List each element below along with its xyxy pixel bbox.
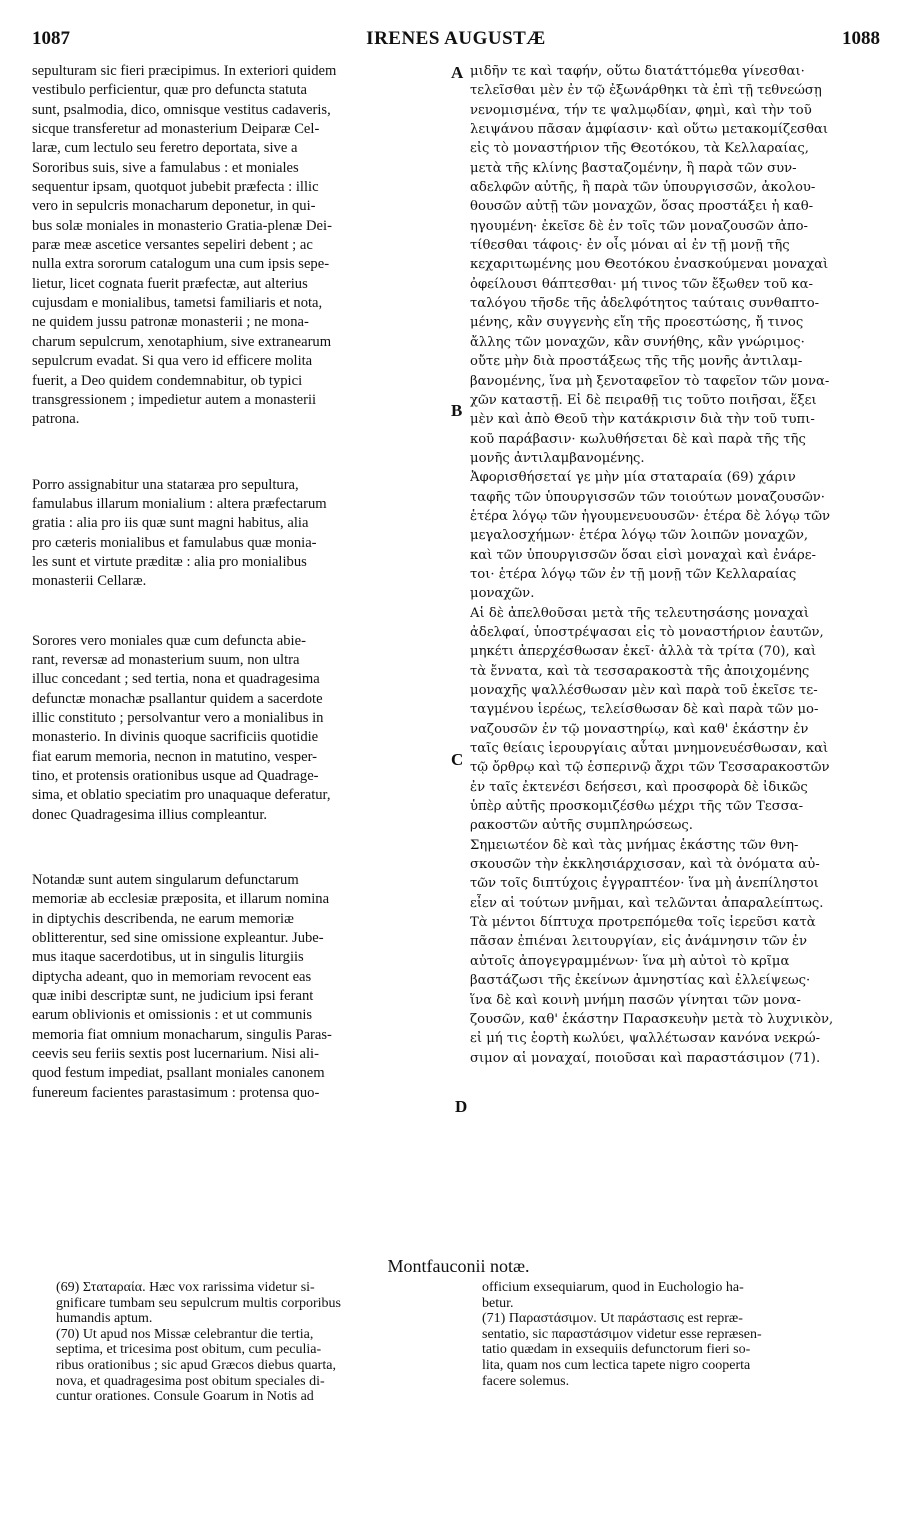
text-line: sunt, psalmodia, dico, omnisque vestitus cadaveris, [32, 101, 331, 118]
text-line: rant, reversæ ad monasterium suum, non ultra [32, 651, 300, 668]
text-line: transgressionem ; impedietur autem a monasterii [32, 391, 317, 408]
paragraph [470, 604, 886, 836]
paragraph [470, 468, 886, 603]
text-line: illic constituto ; persolvantur vero a monialibus in [32, 709, 324, 726]
text-line: ηγουμένη· ἐκεῖσε δὲ ἐν τοῖς τῶν μοναζουσῶν ἀπο- [470, 218, 808, 234]
text-line: funereum facientes parastasimum : protensa quo- [32, 1084, 320, 1101]
note-line: gnificare tumbam seu sepulcrum multis corporibus [56, 1295, 341, 1311]
text-line: ρακοστῶν αὐτῆς συμπληρώσεως. [470, 818, 693, 834]
text-line: ταῖς θείαις ἱερουργίαις αὗται μνημονευέσθωσαν, καὶ [470, 741, 829, 757]
text-line: nulla extra sororum catalogum una cum ipsis sepe- [32, 256, 330, 273]
text-line: ἄλλης τῶν μοναχῶν, κἂν συνήθης, κἂν γνώριμος· [470, 334, 805, 350]
text-line: ἑτέρα λόγῳ τῶν ἡγουμενευουσῶν· ἑτέρα δὲ λόγῳ τῶν [470, 508, 831, 524]
paragraph [32, 476, 456, 592]
text-line: patrona. [32, 411, 80, 428]
section-marker-c: C [451, 750, 464, 769]
text-line: mus itaque sacerdotibus, ut in singulis liturgiis [32, 949, 304, 966]
text-line: θουσῶν αὐτῇ τῶν μοναχῶν, ὅσας προστάξει ἡ καθ- [470, 199, 814, 215]
text-line: laræ, cum lectulo seu feretro deportata, sive a [32, 140, 298, 157]
text-line: αδελφῶν αὐτῆς, ἢ παρὰ τῶν ὑπουργισσῶν, ἀκολου- [470, 180, 816, 196]
text-line: μηκέτι ἀπερχέσθωσαν ἐκεῖ· ἀλλὰ τὰ τρίτα (70), καὶ [470, 644, 817, 660]
text-line: ἐν ταῖς ἐκτενέσι δεήσεσι, καὶ προσφορὰ δὲ ἰδικῶς [470, 779, 808, 795]
text-line: illuc concedant ; sed tertia, nona et quadragesima [32, 671, 320, 688]
text-line: sepulcrum evadat. Si qua vero id efficere molita [32, 353, 313, 370]
notes-right-column [482, 1280, 886, 1389]
text-line: earum oblivionis et omissionis : et ut communis [32, 1007, 313, 1024]
text-line: μετὰ τῆς κλίνης βασταζομένην, ἢ παρὰ τῶν συν- [470, 160, 797, 176]
note-line: septima, et tricesima post obitum, cum peculia- [56, 1342, 322, 1358]
text-line: ἀδελφαί, ὑποστρέψασαι εἰς τὸ μοναστήριον ἑαυτῶν, [470, 624, 824, 640]
text-line: ναζουσῶν ἐν τῷ μοναστηρίῳ, καὶ καθ' ἑκάστην ἐν [470, 721, 809, 737]
note-line: sentatio, sic παραστάσιμον videtur esse repræsen- [482, 1326, 762, 1342]
text-line: αὐτοῖς ἀπογεγραμμένων· ἵνα μὴ αὐτοὶ τὸ κρῖμα [470, 953, 790, 969]
notes-left-column [56, 1280, 456, 1405]
page-number-right: 1088 [842, 28, 880, 49]
text-line: ἵνα δὲ καὶ κοινὴ μνήμη πασῶν γίνηται τῶν μονα- [470, 992, 801, 1008]
paragraph-gap [32, 430, 456, 476]
text-line: famulabus illarum monialium : altera præfectarum [32, 495, 327, 512]
text-line: sicque transferetur ad monasterium Deiparæ Cel- [32, 121, 320, 138]
notes-title: Montfauconii notæ. [387, 1256, 530, 1276]
text-line: λειψάνου πᾶσαν ἀμφίασιν· καὶ οὕτω μετακομίζεσθαι [470, 122, 829, 138]
text-line: monasterii Cellaræ. [32, 573, 147, 590]
text-line: defunctæ monachæ psallantur quidem a sacerdote [32, 690, 323, 707]
text-line: μοναχῶν. [470, 586, 535, 602]
text-line: τὰ ἔννατα, καὶ τὰ τεσσαρακοστὰ τῆς ἀποιχομένης [470, 663, 810, 679]
text-line: paræ meæ ascetice versantes sepeliri debent ; ac [32, 237, 313, 254]
section-marker-b: B [451, 401, 463, 420]
text-line: fiat earum memoria, necnon in matutino, vesper- [32, 748, 317, 765]
text-line: vero in sepulcris monacharum deponetur, in qui- [32, 198, 316, 215]
text-line: ὑπὲρ αὐτῆς προσκομιζέσθω μέχρι τῆς τῶν Τεσσα- [470, 799, 804, 815]
text-line: sequentur ipsam, quotquot jubebit præfecta : illic [32, 179, 319, 196]
paragraph-gap [32, 592, 456, 632]
text-line: βανομένης, ἵνα μὴ ξενοταφεῖον τὸ ταφεῖον τῶν μονα- [470, 373, 830, 389]
note-line: tatio quædam in exsequiis defunctorum fieri so- [482, 1342, 751, 1358]
page-number-left: 1087 [32, 28, 70, 49]
text-line: quod festum impediat, psallant moniales canonem [32, 1065, 325, 1082]
text-line: ταγμένου ἱερέως, τελείσθωσαν δὲ καὶ παρὰ τῶν μο- [470, 702, 819, 718]
text-line: μεγαλοσχήμων· ἑτέρα λόγῳ τῶν λοιπῶν μοναχῶν, [470, 528, 809, 544]
text-line: les sunt et virtute præditæ : alia pro monialibus [32, 553, 307, 570]
text-line: καὶ τῶν ὑπουργισσῶν ὅσαι εἰσὶ μοναχαὶ καὶ ἐνάρε- [470, 547, 816, 563]
text-line: μονῆς ἀντιλαμβανομένης. [470, 450, 645, 466]
text-line: Sororibus suis, sive a famulabus : et moniales [32, 159, 299, 176]
text-line: vestibulo perficientur, quæ pro defuncta statuta [32, 82, 307, 99]
text-line: εἰς τὸ μοναστήριον τῆς Θεοτόκου, τὰ Κελλαραίας, [470, 141, 809, 157]
note-line: ribus orationibus ; sic apud Græcos diebus quarta, [56, 1357, 336, 1373]
section-marker-a: A [451, 63, 464, 82]
latin-column [32, 62, 456, 1103]
text-line: memoriæ ab ecclesiæ præposita, et illarum nomina [32, 891, 330, 908]
text-line: fuerit, a Deo quidem condemnabitur, ob typici [32, 372, 303, 389]
text-line: gratia : alia pro iis quæ sunt magni habitus, alia [32, 515, 309, 532]
paragraph [32, 871, 456, 1103]
section-marker-d: D [455, 1097, 468, 1116]
text-line: sima, et oblatio speciatim pro unaquaque deferatur, [32, 787, 331, 804]
text-line: Αἱ δὲ ἀπελθοῦσαι μετὰ τῆς τελευτησάσης μοναχαὶ [470, 605, 810, 621]
text-line: ζουσῶν, καθ' ἑκάστην Παρασκευὴν μετὰ τὸ λυχνικὸν, [470, 1011, 834, 1027]
text-line: pro cæteris monialibus et famulabus quæ monia- [32, 534, 317, 551]
text-line: ne quidem jussu patronæ monasterii ; ne mona- [32, 314, 309, 331]
text-line: in diptychis describenda, ne earum memoriæ [32, 910, 294, 927]
text-line: μιδῆν τε καὶ ταφήν, οὕτω διατάττόμεθα γίνεσθαι· [470, 64, 805, 79]
text-line: τίθεσθαι τάφοις· ἐν οἷς μόναι αἱ ἐν τῇ μονῇ τῆς [470, 238, 790, 254]
text-line: οὔτε μὴν διὰ προστάξεως τῆς τῆς μονῆς ἀντιλαμ- [470, 354, 803, 370]
text-line: σκουσῶν τὴν ἐκκλησιάρχισσαν, καὶ τὰ ὀνόματα αὐ- [470, 857, 820, 873]
text-line: quæ inibi descriptæ sunt, ne judicium ipsi ferant [32, 988, 314, 1005]
text-line: σιμον αἱ μοναχαί, ποιοῦσαι καὶ παραστάσιμον (71). [470, 1050, 821, 1066]
text-line: tino, et protensis orationibus usque ad Quadrage- [32, 768, 319, 784]
text-line: Sorores vero moniales quæ cum defuncta abie- [32, 632, 306, 649]
page-header [32, 28, 880, 58]
text-line: τῶν τοῖς διπτύχοις ἐγγραπτέον· ἵνα μὴ ἀνεπίληστοι [470, 876, 819, 892]
text-line: charum sepulcrum, xenotaphium, sive extranearum [32, 333, 332, 350]
text-line: monasterio. In divinis quoque sacrificiis quotidie [32, 729, 319, 746]
note-line: nova, et quadragesima post obitum speciales di- [56, 1373, 325, 1389]
text-line: νενομισμένα, τήν τε ψαλμῳδίαν, φημὶ, καὶ τὴν τοῦ [470, 102, 812, 118]
note-line: (71) Παραστάσιμον. Ut παράστασις est repræ- [482, 1311, 743, 1327]
text-line: memoria fiat omnium monacharum, singulis Paras- [32, 1026, 332, 1043]
text-line: τοι· ἑτέρα λόγῳ τῶν ἐν τῇ μονῇ τῶν Κελλαραίας [470, 566, 797, 582]
text-line: bus solæ moniales in monasterio Gratia-plenæ Dei- [32, 217, 332, 234]
text-line: πᾶσαν ἐπιέναι λειτουργίαν, εἰς ἀνάμνησιν τῶν ἐν [470, 934, 808, 950]
text-line: ταλόγου τῆσδε τῆς ἀδελφότητος ταύταις συνθαπτο- [470, 296, 820, 312]
text-line: Τὰ μέντοι δίπτυχα προτρεπόμεθα τοῖς ἱερεῦσι κατὰ [470, 915, 816, 931]
note-line: officium exsequiarum, quod in Euchologio ha- [482, 1280, 744, 1295]
text-line: ταφῆς τῶν ὑπουργισσῶν τῶν τοιούτων μοναζουσῶν· [470, 489, 825, 505]
note-line: (70) Ut apud nos Missæ celebrantur die tertia, [56, 1326, 314, 1342]
text-line: κεχαριτωμένης μου Θεοτόκου ἐνασκούμεναι μοναχαὶ [470, 257, 829, 273]
note-line: cuntur orationes. Consule Goarum in Notis ad [56, 1389, 314, 1405]
note-line: humandis aptum. [56, 1311, 153, 1327]
paragraph [470, 836, 886, 1068]
text-line: εἰ μή τις ἑορτὴ κωλύει, ψαλλέτωσαν κανόνα νεκρώ- [470, 1031, 821, 1047]
text-line: oblitterentur, sed sine omissione expleantur. Jube- [32, 930, 324, 947]
text-line: χῶν καταστῇ. Εἰ δὲ πειραθῇ τις τοῦτο ποιῆσαι, ἕξει [470, 392, 817, 408]
text-line: τῷ ὄρθρῳ καὶ τῷ ἑσπερινῷ ἄχρι τῶν Τεσσαρακοστῶν [470, 760, 830, 776]
text-line: Σημειωτέον δὲ καὶ τὰς μνήμας ἑκάστης τῶν θνη- [470, 837, 799, 853]
text-line: Ἀφορισθήσεταί γε μὴν μία σταταραία (69) χάριν [470, 470, 796, 486]
text-line: βαστάζωσι τῆς ἐκείνων ἀμνηστίας καὶ ἐλλείψεως· [470, 973, 811, 989]
text-line: Notandæ sunt autem singularum defunctarum [32, 872, 299, 889]
text-line: diptycha adeant, quo in memoriam revocent eas [32, 968, 312, 985]
text-line: κοῦ παράβασιν· κωλυθήσεται δὲ καὶ παρὰ τῆς τῆς [470, 431, 806, 447]
note-line: lita, quam nos cum lectica tapete nigro cooperta [482, 1357, 751, 1373]
text-line: ὀφείλουσι θάπτεσθαι· μή τινος τῶν ἔξωθεν τοῦ κα- [470, 276, 813, 292]
paragraph [470, 62, 886, 468]
text-line: μὲν καὶ ἀπὸ Θεοῦ τὴν κατάκρισιν διὰ τὴν τοῦ τυπι- [470, 412, 815, 428]
text-line: ceevis seu feriis sextis post lucernarium. Nisi ali- [32, 1046, 319, 1063]
paragraph [32, 632, 456, 825]
running-title: IRENES AUGUSTÆ [366, 28, 546, 49]
text-line: Porro assignabitur una stataræa pro sepultura, [32, 476, 299, 493]
paragraph [32, 62, 456, 430]
paragraph-gap [32, 825, 456, 871]
greek-column [470, 62, 886, 1068]
text-line: μένης, κἂν συγγενὴς εἴη τῆς προεστώσης, ἤ τινος [470, 315, 804, 331]
text-line: τελεῖσθαι μὲν ἐν τῷ ἐξωνάρθηκι τὰ ἐπὶ τῇ τεθνεώσῃ [470, 83, 822, 99]
text-line: εἶεν αἱ τούτων μνῆμαι, καὶ τελῶνται ἀπαραλείπτως. [470, 895, 824, 911]
note-line: facere solemus. [482, 1373, 570, 1389]
text-line: μοναχῆς ψαλλέσθωσαν μὲν καὶ παρὰ τοῦ ἐκεῖσε τε- [470, 683, 818, 698]
note-line: (69) Σταταραία. Hæc vox rarissima videtur si- [56, 1280, 315, 1295]
text-line: donec Quadragesima illius compleantur. [32, 806, 268, 823]
text-line: lietur, licet cognata fuerit præfectæ, aut alterius [32, 275, 308, 292]
text-line: cujusdam e monialibus, tametsi familiaris et nota, [32, 295, 323, 312]
text-line: sepulturam sic fieri præcipimus. In exteriori quidem [32, 63, 337, 79]
note-line: betur. [482, 1295, 514, 1311]
